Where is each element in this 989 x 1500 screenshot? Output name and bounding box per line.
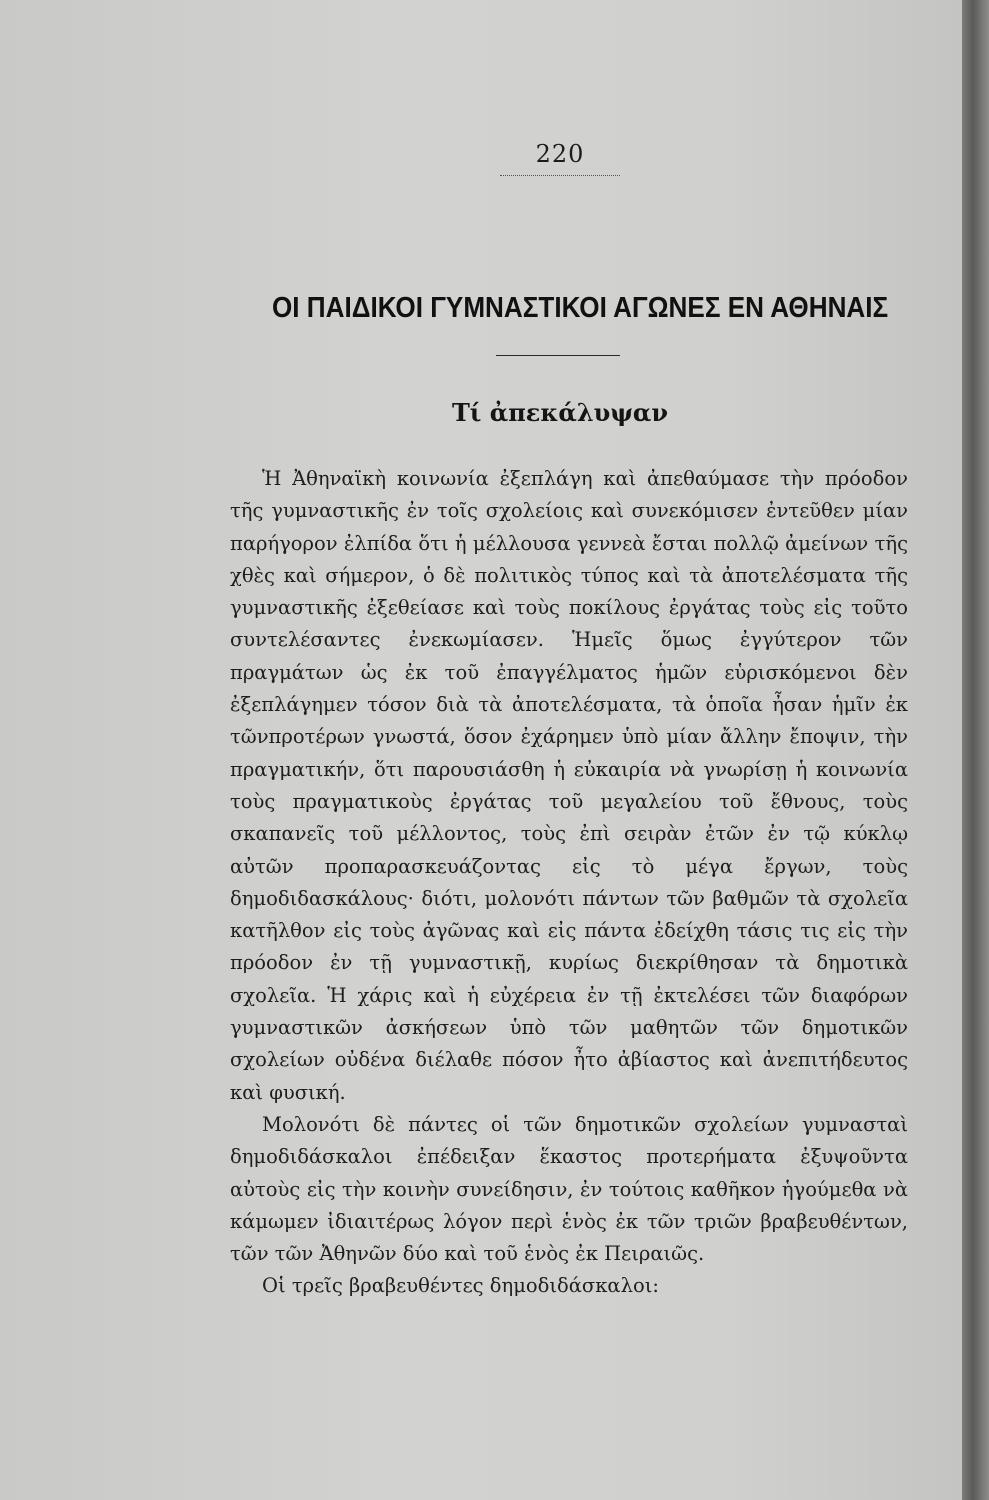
section-subtitle: Τί ἀπεκάλυψαν	[451, 398, 669, 427]
title-divider	[496, 355, 620, 356]
article-body	[230, 463, 908, 1303]
article-title: ΟΙ ΠΑΙΔΙΚΟΙ ΓΥΜΝΑΣΤΙΚΟΙ ΑΓΩΝΕΣ ΕΝ ΑΘΗΝΑΙΣ	[272, 292, 889, 324]
paragraph-2: Μολονότι δὲ πάντες οἱ τῶν δημοτικῶν σχολείων γυμνασταὶ δημοδιδάσκαλοι ἐπέδειξαν ἕκαστος προτερήματα ἐξυψοῦντα αὐτοὺς εἰς τὴν κοινὴν συνείδησιν, ἐν τούτοις καθῆκον ἡγούμεθα νὰ κάμωμεν ἰδιαιτέρως λόγον περὶ ἑνὸς ἐκ τῶν τριῶν βραβευθέντων, τῶν τῶν Ἀθηνῶν δύο καὶ τοῦ ἑνὸς ἐκ Πειραιῶς.	[230, 1112, 908, 1266]
paragraph-3: Οἱ τρεῖς βραβευθέντες δημοδιδάσκαλοι:	[262, 1274, 659, 1298]
page-number: 220	[535, 140, 585, 168]
book-edge-shadow	[962, 0, 989, 1500]
page-number-rule	[500, 175, 620, 176]
paragraph-1: Ἡ Ἀθηναϊκὴ κοινωνία ἐξεπλάγη καὶ ἀπεθαύμασε τὴν πρόοδον τῆς γυμναστικῆς ἐν τοῖς σχολείοις καὶ συνεκόμισεν ἐντεῦθεν μίαν παρήγορον ἐλπίδα ὅτι ἡ μέλλουσα γεννεὰ ἔσται πολλῷ ἀμείνων τῆς χθὲς καὶ σήμερον, ὁ δὲ πολιτικὸς τύπος καὶ τὰ ἀποτελέσματα τῆς γυμναστικῆς ἐξεθείασε καὶ τοὺς ποκίλους ἐργάτας τοὺς εἰς τοῦτο συντελέσαντες ἐνεκωμίασεν. Ἡμεῖς ὅμως ἐγγύτερον τῶν πραγμάτων ὡς ἐκ τοῦ ἐπαγγέλματος ἡμῶν εὑρισκόμενοι δὲν ἐξεπλάγημεν τόσον διὰ τὰ ἀποτελέσματα, τὰ ὁποῖα ἦσαν ἡμῖν ἐκ τῶνπροτέρων γνωστά, ὅσον ἐχάρημεν ὑπὸ μίαν ἄλλην ἔποψιν, τὴν πραγματικήν, ὅτι παρουσιάσθη ἡ εὐκαιρία νὰ γνωρίσῃ ἡ κοινωνία τοὺς πραγματικοὺς ἐργάτας τοῦ μεγαλείου τοῦ ἔθνους, τοὺς σκαπανεῖς τοῦ μέλλοντος, τοὺς ἐπὶ σειρὰν ἐτῶν ἐν τῷ κύκλῳ αὐτῶν προπαρασκευάζοντας εἰς τὸ μέγα ἔργων, τοὺς δημοδιδασκάλους· διότι, μολονότι πάντων τῶν βαθμῶν τὰ σχολεῖα κατῆλθον εἰς τοὺς ἀγῶνας καὶ εἰς πάντα ἐδείχθη τάσις τις εἰς τὴν πρόοδον ἐν τῇ γυμναστικῇ, κυρίως διεκρίθησαν τὰ δημοτικὰ σχολεῖα. Ἡ χάρις καὶ ἡ εὐχέρεια ἐν τῇ ἐκτελέσει τῶν διαφόρων γυμναστικῶν ἀσκήσεων ὑπὸ τῶν μαθητῶν τῶν δημοτικῶν σχολείων οὐδένα διέλαθε πόσον ἦτο ἀβίαστος καὶ ἀνεπιτήδευτος καὶ φυσική.	[230, 467, 908, 1104]
